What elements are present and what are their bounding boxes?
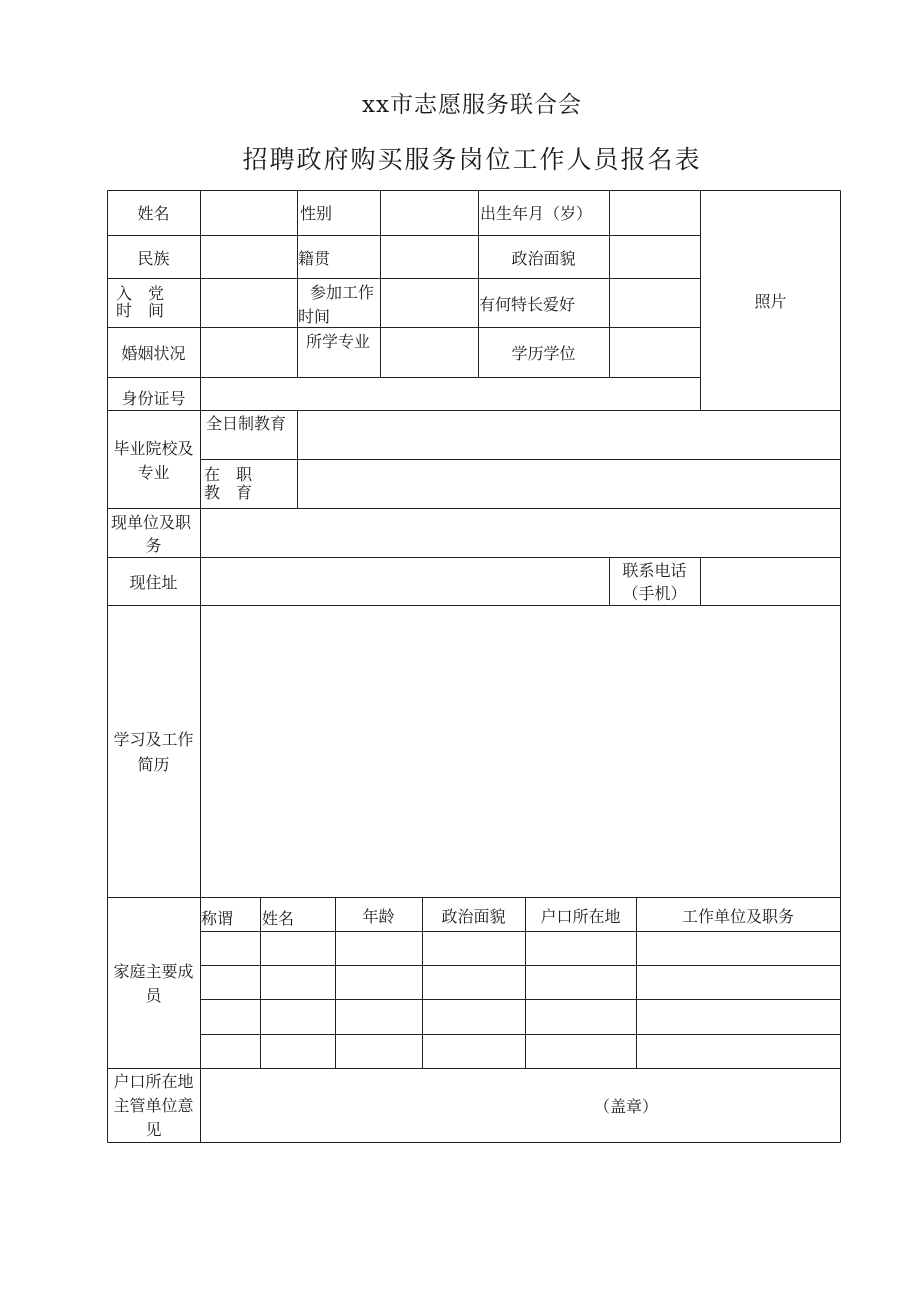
label-id-number: 身份证号: [121, 389, 186, 408]
label-household-3: 见: [145, 1120, 162, 1139]
label-phone-1: 联系电话: [622, 561, 687, 580]
org-title: xx市志愿服务联合会: [362, 92, 582, 118]
label-resume-1: 学习及工作: [113, 730, 194, 749]
label-birth: 出生年月（岁）: [480, 204, 593, 223]
label-inservice-2: 教 育: [204, 483, 253, 502]
label-school-1: 毕业院校及: [113, 439, 194, 458]
label-major: 所学专业: [306, 332, 371, 351]
label-work-start-1: 参加工作: [310, 283, 375, 302]
label-politics: 政治面貌: [511, 249, 576, 268]
family-header-household: 户口所在地: [540, 907, 621, 926]
label-degree: 学历学位: [511, 344, 576, 363]
label-ethnicity: 民族: [137, 249, 170, 268]
label-phone-2: （手机）: [622, 584, 687, 603]
family-header-politics: 政治面貌: [441, 907, 506, 926]
seal-label: （盖章）: [594, 1097, 659, 1116]
label-hobby: 有何特长爱好: [479, 295, 576, 314]
label-work-start-2: 时间: [298, 307, 331, 326]
label-school-2: 专业: [137, 463, 170, 482]
label-party-date-2: 时 间: [116, 301, 165, 320]
label-unit-2: 务: [145, 536, 162, 555]
form-title: 招聘政府购买服务岗位工作人员报名表: [242, 145, 702, 174]
label-hometown: 籍贯: [298, 249, 331, 268]
label-gender: 性别: [300, 204, 333, 223]
label-unit-1: 现单位及职: [111, 513, 192, 532]
label-fulltime-edu: 全日制教育: [206, 414, 287, 433]
family-header-relation: 称谓: [201, 909, 234, 928]
label-family-1: 家庭主要成: [113, 962, 194, 981]
label-resume-2: 简历: [137, 755, 170, 774]
label-party-date-1: 入 党: [116, 284, 165, 303]
label-household-2: 主管单位意: [113, 1096, 194, 1115]
label-household-1: 户口所在地: [113, 1072, 194, 1091]
label-marital: 婚姻状况: [121, 344, 186, 363]
family-header-age: 年龄: [362, 907, 395, 926]
label-photo: 照片: [754, 292, 787, 311]
label-family-2: 员: [145, 986, 162, 1005]
label-name: 姓名: [137, 204, 170, 223]
family-header-name: 姓名: [262, 909, 295, 928]
label-address: 现住址: [129, 573, 178, 592]
family-header-workplace: 工作单位及职务: [681, 907, 794, 926]
label-inservice-1: 在 职: [204, 465, 253, 484]
